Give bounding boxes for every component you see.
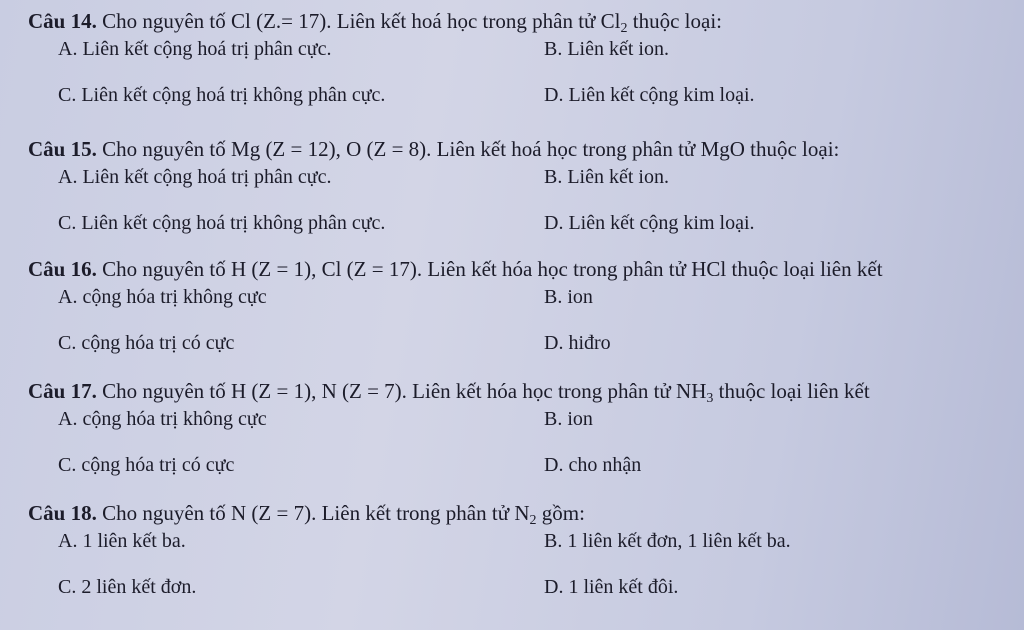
- question-number: Câu 16.: [28, 257, 97, 281]
- question-number: Câu 17.: [28, 379, 97, 403]
- stem-text: Cho nguyên tố N (Z = 7). Liên kết trong phân tử N: [102, 501, 530, 525]
- option-d: D. 1 liên kết đôi.: [544, 576, 679, 598]
- stem-text-end: gồm:: [536, 501, 585, 525]
- stem-text: Cho nguyên tố Mg (Z = 12), O (Z = 8). Liên kết hoá học trong phân tử MgO thuộc loại:: [102, 137, 840, 161]
- option-a: A. cộng hóa trị không cực: [58, 286, 267, 308]
- question-stem: [28, 256, 883, 282]
- subscript: 3: [706, 391, 714, 406]
- question-number: Câu 14.: [28, 9, 97, 33]
- stem-text-end: thuộc loại:: [627, 9, 722, 33]
- option-d: D. cho nhận: [544, 454, 642, 476]
- option-b: B. 1 liên kết đơn, 1 liên kết ba.: [544, 530, 791, 552]
- option-d: D. hiđro: [544, 332, 611, 354]
- stem-text-end: thuộc loại liên kết: [713, 379, 870, 403]
- option-d: D. Liên kết cộng kim loại.: [544, 84, 755, 106]
- option-b: B. ion: [544, 286, 593, 308]
- subscript: 2: [529, 513, 537, 528]
- question-number: Câu 18.: [28, 501, 97, 525]
- stem-text: Cho nguyên tố H (Z = 1), Cl (Z = 17). Liên kết hóa học trong phân tử HCl thuộc loại liên kết: [102, 257, 883, 281]
- stem-text: Cho nguyên tố H (Z = 1), N (Z = 7). Liên kết hóa học trong phân tử NH: [102, 379, 707, 403]
- option-a: A. Liên kết cộng hoá trị phân cực.: [58, 38, 332, 60]
- question-number: Câu 15.: [28, 137, 97, 161]
- option-b: B. Liên kết ion.: [544, 38, 669, 60]
- stem-text: Cho nguyên tố Cl (Z.= 17). Liên kết hoá học trong phân tử Cl: [102, 9, 621, 33]
- option-b: B. Liên kết ion.: [544, 166, 669, 188]
- subscript: 2: [620, 21, 628, 36]
- option-a: A. Liên kết cộng hoá trị phân cực.: [58, 166, 332, 188]
- option-c: C. Liên kết cộng hoá trị không phân cực.: [58, 84, 386, 106]
- option-d: D. Liên kết cộng kim loại.: [544, 212, 755, 234]
- option-b: B. ion: [544, 408, 593, 430]
- option-a: A. 1 liên kết ba.: [58, 530, 186, 552]
- option-c: C. 2 liên kết đơn.: [58, 576, 197, 598]
- option-c: C. Liên kết cộng hoá trị không phân cực.: [58, 212, 386, 234]
- question-stem: [28, 136, 839, 162]
- option-a: A. cộng hóa trị không cực: [58, 408, 267, 430]
- option-c: C. cộng hóa trị có cực: [58, 454, 235, 476]
- option-c: C. cộng hóa trị có cực: [58, 332, 235, 354]
